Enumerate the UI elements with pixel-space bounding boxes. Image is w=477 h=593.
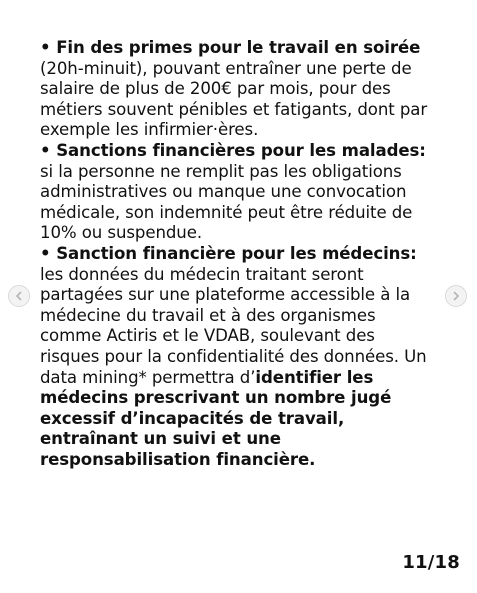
bullet-text: les données du médecin traitant seront partagées sur une plateforme accessible à la médecine du travail et à des organismes comme Actiris et le VDAB, soulevant des risques pour la confidentialité des données. Un data mining* permettra d’: [40, 264, 427, 387]
bullet-sick-sanctions: [40, 141, 432, 244]
chevron-right-icon: [451, 291, 461, 301]
bullet-heading: Sanctions financières pour les malades:: [56, 140, 426, 160]
bullet-doctor-sanctions: [40, 244, 432, 471]
bullet-marker: •: [40, 243, 57, 263]
bullet-evening-bonus: [40, 38, 432, 141]
bullet-marker: •: [40, 140, 57, 160]
bullet-emphasis: identifier les médecins prescrivant un nombre jugé excessif d’incapacités de travail, entraînant un suivi et une responsabilisation financière.: [40, 367, 392, 469]
page-indicator: 11/18: [402, 552, 460, 573]
previous-slide-button[interactable]: [8, 285, 30, 307]
bullet-text: (20h-minuit), pouvant entraîner une perte de salaire de plus de 200€ par mois, pour des métiers souvent pénibles et fatigants, dont par exemple les infirmier·ères.: [40, 58, 428, 140]
bullet-marker: •: [40, 38, 57, 57]
bullet-text: si la personne ne remplit pas les obligations administratives ou manque une convocation médicale, son indemnité peut être réduite de 10% ou suspendue.: [40, 161, 413, 243]
slide-body: [40, 38, 432, 470]
bullet-heading: Fin des primes pour le travail en soirée: [56, 38, 421, 57]
chevron-left-icon: [14, 291, 24, 301]
bullet-heading: Sanction financière pour les médecins:: [56, 243, 417, 263]
next-slide-button[interactable]: [445, 285, 467, 307]
